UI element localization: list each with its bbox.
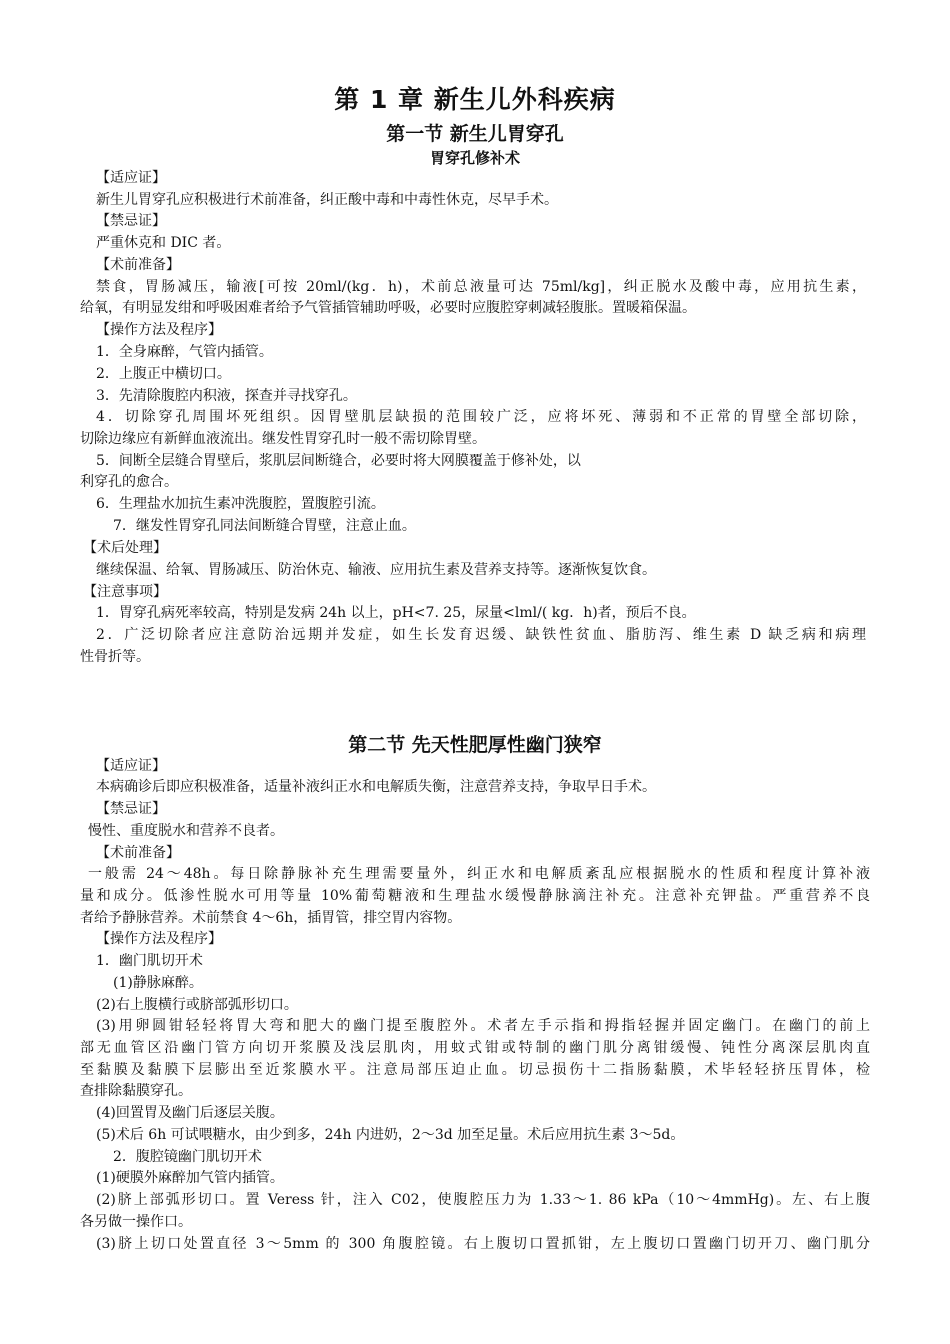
list-item: 3．先清除腹腔内积液，探查并寻找穿孔。 — [96, 388, 357, 404]
list-item: 至黏膜及黏膜下层膨出至近浆膜水平。注意局部压迫止血。切忌损伤十二指肠黏膜，术毕轻轻挤压胃体，检 — [80, 1062, 870, 1078]
heading-procedure: 【操作方法及程序】 — [96, 931, 222, 947]
list-item: 部无血管区沿幽门管方向切开浆膜及浅层肌肉，用蚊式钳或特制的幽门肌分离钳缓慢、钝性分离深层肌肉直 — [80, 1040, 870, 1056]
list-item: 性骨折等。 — [80, 649, 150, 665]
list-item: 1．幽门肌切开术 — [96, 953, 203, 969]
section-title: 第一节 新生儿胃穿孔 — [386, 123, 564, 145]
list-item: 4．切除穿孔周围坏死组织。因胃壁肌层缺损的范围较广泛，应将坏死、薄弱和不正常的胃壁全部切除， — [96, 409, 866, 425]
paragraph: 者给予静脉营养。术前禁食 4～6h，插胃管，排空胃内容物。 — [80, 910, 462, 926]
heading-indications: 【适应证】 — [96, 758, 166, 774]
paragraph: 禁食，胃肠减压，输液[可按 20ml/(kg．h)，术前总液量可达 75ml/kg]，纠正脱水及酸中毒，应用抗生素， — [96, 279, 866, 295]
paragraph: 给氧，有明显发绀和呼吸困难者给予气管插管辅助呼吸，必要时应腹腔穿刺减轻腹胀。置暖箱保温。 — [80, 300, 696, 316]
chapter-title: 第 1 章 新生儿外科疾病 — [334, 85, 616, 114]
list-item: 各另做一操作口。 — [80, 1214, 192, 1230]
heading-postop: 【术后处理】 — [83, 540, 167, 556]
paragraph: 新生儿胃穿孔应积极进行术前准备，纠正酸中毒和中毒性休克，尽早手术。 — [96, 192, 558, 208]
heading-contraindications: 【禁忌证】 — [96, 801, 166, 817]
paragraph: 严重休克和 DIC 者。 — [96, 235, 231, 251]
list-item: (2)脐上部弧形切口。置 Veress 针，注入 C02，使腹腔压力为 1.33～1. 86 kPa（10～4mmHg)。左、右上腹 — [96, 1192, 870, 1208]
list-item: 1．全身麻醉，气管内插管。 — [96, 344, 273, 360]
heading-indications: 【适应证】 — [96, 170, 166, 186]
paragraph: 继续保温、给氧、胃肠减压、防治休克、输液、应用抗生素及营养支持等。逐渐恢复饮食。 — [96, 562, 656, 578]
list-item: 6．生理盐水加抗生素冲洗腹腔，置腹腔引流。 — [96, 496, 385, 512]
paragraph: 量和成分。低渗性脱水可用等量 10%葡萄糖液和生理盐水缓慢静脉滴注补充。注意补充钾盐。严重营养不良 — [80, 888, 870, 904]
heading-contraindications: 【禁忌证】 — [96, 213, 166, 229]
list-item: 7．继发性胃穿孔同法间断缝合胃壁，注意止血。 — [113, 518, 416, 534]
list-item: (4)回置胃及幽门后逐层关腹。 — [96, 1105, 284, 1121]
list-item: (3)脐上切口处置直径 3～5mm 的 300 角腹腔镜。右上腹切口置抓钳，左上腹切口置幽门切开刀、幽门肌分 — [96, 1236, 870, 1252]
heading-procedure: 【操作方法及程序】 — [96, 322, 222, 338]
paragraph: 慢性、重度脱水和营养不良者。 — [88, 823, 284, 839]
list-item: (2)右上腹横行或脐部弧形切口。 — [96, 997, 298, 1013]
list-item: (3)用卵圆钳轻轻将胃大弯和肥大的幽门提至腹腔外。术者左手示指和拇指轻握并固定幽门。在幽门的前上 — [96, 1018, 870, 1034]
list-item: 1．胃穿孔病死率较高，特别是发病 24h 以上，pH<7. 25，尿量<lml/( kg．h)者，预后不良。 — [96, 605, 696, 621]
list-item: 查排除黏膜穿孔。 — [80, 1083, 192, 1099]
list-item: (5)术后 6h 可试喂糖水，由少到多，24h 内进奶，2～3d 加至足量。术后应用抗生素 3～5d。 — [96, 1127, 685, 1143]
list-item: 2．腹腔镜幽门肌切开术 — [113, 1149, 262, 1165]
list-item: 切除边缘应有新鲜血液流出。继发性胃穿孔时一般不需切除胃壁。 — [80, 431, 486, 447]
list-item: (1)静脉麻醉。 — [113, 975, 203, 991]
list-item: 2．广泛切除者应注意防治远期并发症，如生长发育迟缓、缺铁性贫血、脂肪泻、维生素 D 缺乏病和病理 — [96, 627, 866, 643]
heading-preparation: 【术前准备】 — [96, 257, 180, 273]
paragraph: 本病确诊后即应积极准备，适量补液纠正水和电解质失衡，注意营养支持，争取早日手术。 — [96, 779, 656, 795]
heading-notes: 【注意事项】 — [83, 584, 167, 600]
section-title: 第二节 先天性肥厚性幽门狭窄 — [348, 734, 602, 756]
list-item: 5．间断全层缝合胃壁后，浆肌层间断缝合，必要时将大网膜覆盖于修补处，以 — [96, 453, 581, 469]
procedure-title: 胃穿孔修补术 — [429, 149, 520, 167]
heading-preparation: 【术前准备】 — [96, 845, 180, 861]
paragraph: 一般需 24～48h。每日除静脉补充生理需要量外，纠正水和电解质紊乱应根据脱水的性质和程度计算补液 — [88, 866, 870, 882]
list-item: 2．上腹正中横切口。 — [96, 366, 231, 382]
list-item: 利穿孔的愈合。 — [80, 474, 178, 490]
list-item: (1)硬膜外麻醉加气管内插管。 — [96, 1170, 284, 1186]
